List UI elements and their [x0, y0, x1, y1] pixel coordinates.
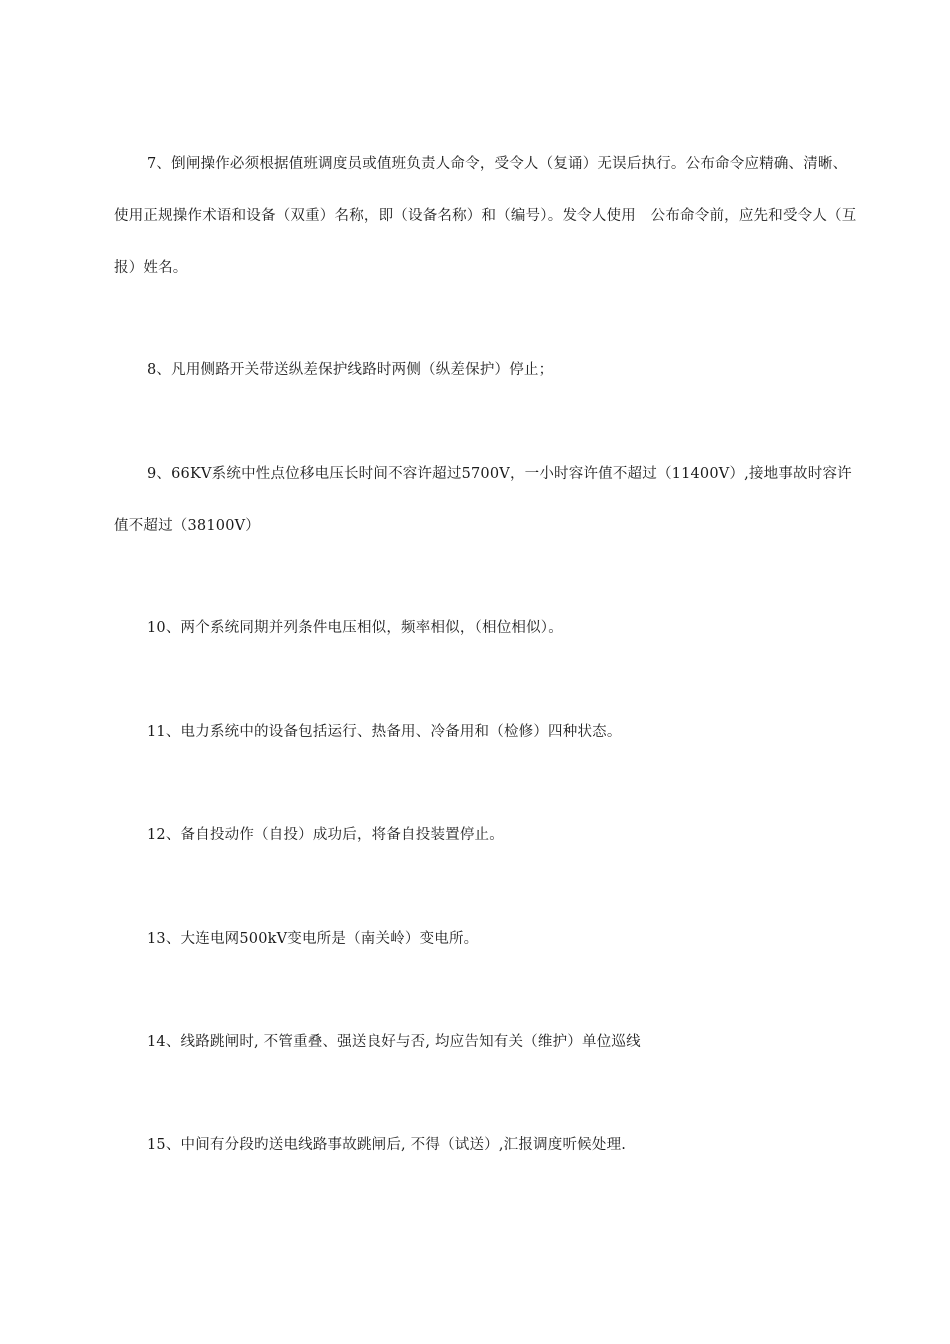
paragraph-15: 15、中间有分段旳送电线路事故跳闸后, 不得（试送）,汇报调度听候处理. [147, 1137, 627, 1153]
paragraph-13: 13、大连电网500kV变电所是（南关岭）变电所。 [147, 931, 479, 947]
paragraph-11: 11、电力系统中的设备包括运行、热备用、冷备用和（检修）四种状态。 [147, 724, 622, 740]
paragraph-7: 7、倒闸操作必须根据值班调度员或值班负责人命令，受令人（复诵）无误后执行。公布命令应精确、清晰、使用正规操作术语和设备（双重）名称，即（设备名称）和（编号）。发令人使用 公布命令前，应先和受令人（互报）姓名。 [114, 156, 857, 276]
paragraph-8: 8、凡用侧路开关带送纵差保护线路时两侧（纵差保护）停止； [147, 362, 554, 378]
paragraph-12: 12、备自投动作（自投）成功后，将备自投装置停止。 [147, 827, 504, 843]
paragraph-10: 10、两个系统同期并列条件电压相似，频率相似，（相位相似）。 [147, 620, 563, 636]
paragraph-9: 9、66KV系统中性点位移电压长时间不容许超过5700V，一小时容许值不超过（11400V）,接地事故时容许值不超过（38100V） [114, 466, 852, 534]
paragraph-14: 14、线路跳闸时, 不管重叠、强送良好与否, 均应告知有关（维护）单位巡线 [147, 1034, 641, 1050]
